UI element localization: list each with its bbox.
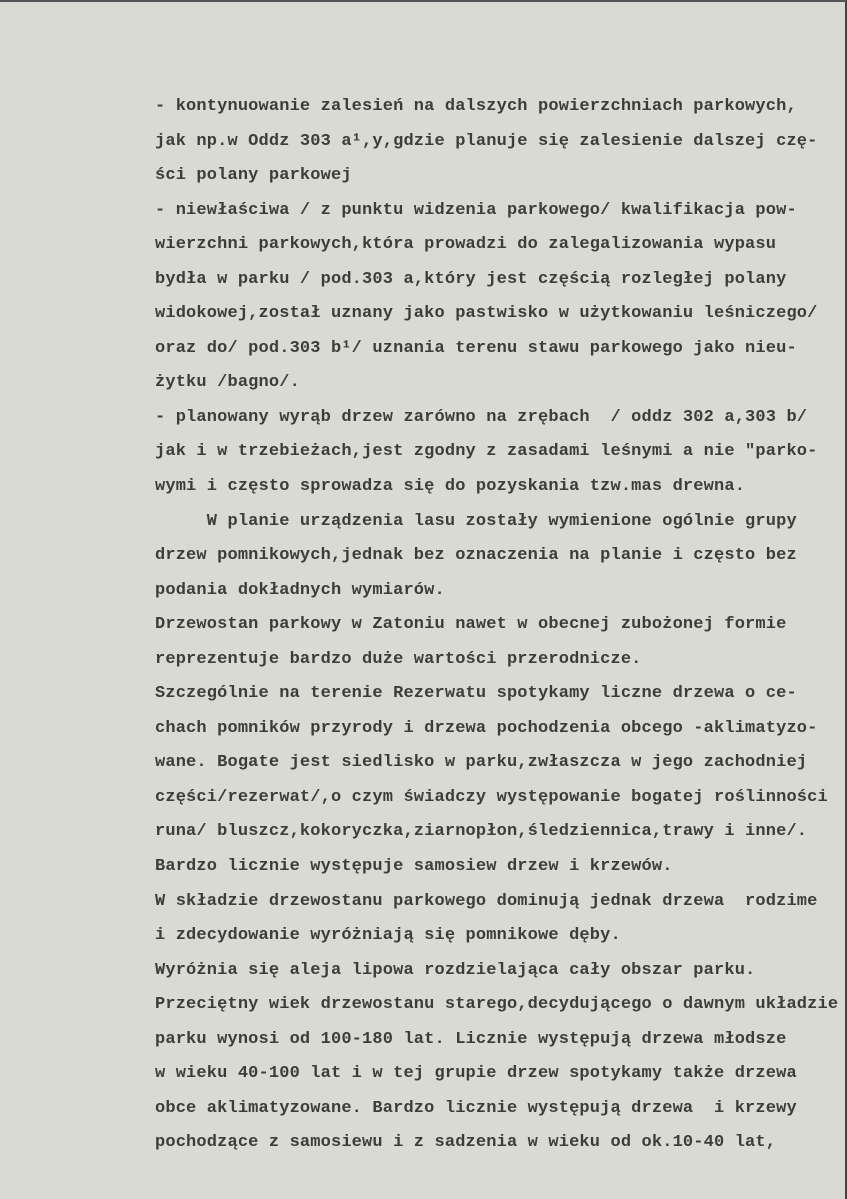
- text-line: - kontynuowanie zalesień na dalszych powierzchniach parkowych,: [155, 97, 797, 116]
- text-line: W składzie drzewostanu parkowego dominują jednak drzewa rodzime: [155, 891, 818, 911]
- text-line: ści polany parkowej: [155, 166, 352, 186]
- text-line: wane. Bogate jest siedlisko w parku,zwłaszcza w jego zachodniej: [155, 753, 808, 773]
- text-line: podania dokładnych wymiarów.: [155, 580, 445, 600]
- text-line: obce aklimatyzowane. Bardzo licznie występują drzewa i krzewy: [155, 1098, 797, 1118]
- text-line: jak np.w Oddz 303 a¹,y,gdzie planuje się zalesienie dalszej czę-: [155, 131, 818, 151]
- text-line: wymi i często sprowadza się do pozyskania tzw.mas drewna.: [155, 477, 746, 497]
- text-line: i zdecydowanie wyróżniają się pomnikowe dęby.: [155, 926, 621, 946]
- text-line: Drzewostan parkowy w Zatoniu nawet w obecnej zubożonej formie: [155, 615, 787, 635]
- text-line: wierzchni parkowych,która prowadzi do zalegalizowania wypasu: [155, 235, 777, 255]
- text-line: - niewłaściwa / z punktu widzenia parkowego/ kwalifikacja pow-: [155, 200, 797, 220]
- typewritten-text: [155, 90, 838, 1161]
- text-line: Przeciętny wiek drzewostanu starego,decydującego o dawnym układzie: [155, 995, 839, 1015]
- text-line: bydła w parku / pod.303 a,który jest częścią rozległej polany: [155, 269, 787, 289]
- text-line: jak i w trzebieżach,jest zgodny z zasadami leśnymi a nie "parko-: [155, 442, 818, 462]
- text-line: W planie urządzenia lasu zostały wymienione ogólnie grupy: [155, 511, 797, 531]
- text-line: chach pomników przyrody i drzewa pochodzenia obcego -aklimatyzo-: [155, 718, 818, 738]
- text-line: drzew pomnikowych,jednak bez oznaczenia na planie i często bez: [155, 546, 797, 566]
- text-line: reprezentuje bardzo duże wartości przerodnicze.: [155, 649, 642, 669]
- text-line: pochodzące z samosiewu i z sadzenia w wieku od ok.10-40 lat,: [155, 1133, 777, 1153]
- text-line: Wyróżnia się aleja lipowa rozdzielająca cały obszar parku.: [155, 960, 756, 980]
- text-line: Bardzo licznie występuje samosiew drzew i krzewów.: [155, 857, 673, 877]
- text-line: parku wynosi od 100-180 lat. Licznie występują drzewa młodsze: [155, 1029, 787, 1049]
- text-line: żytku /bagno/.: [155, 373, 300, 393]
- text-line: części/rezerwat/,o czym świadczy występowanie bogatej roślinności: [155, 787, 828, 807]
- text-line: runa/ bluszcz,kokoryczka,ziarnopłon,śledziennica,trawy i inne/.: [155, 822, 808, 842]
- text-line: w wieku 40-100 lat i w tej grupie drzew spotykamy także drzewa: [155, 1064, 797, 1084]
- text-line: oraz do/ pod.303 b¹/ uznania terenu stawu parkowego jako nieu-: [155, 338, 797, 358]
- text-line: - planowany wyrąb drzew zarówno na zrębach / oddz 302 a,303 b/: [155, 407, 808, 427]
- text-line: widokowej,został uznany jako pastwisko w użytkowaniu leśniczego/: [155, 304, 818, 324]
- text-line: Szczególnie na terenie Rezerwatu spotykamy liczne drzewa o ce-: [155, 684, 797, 704]
